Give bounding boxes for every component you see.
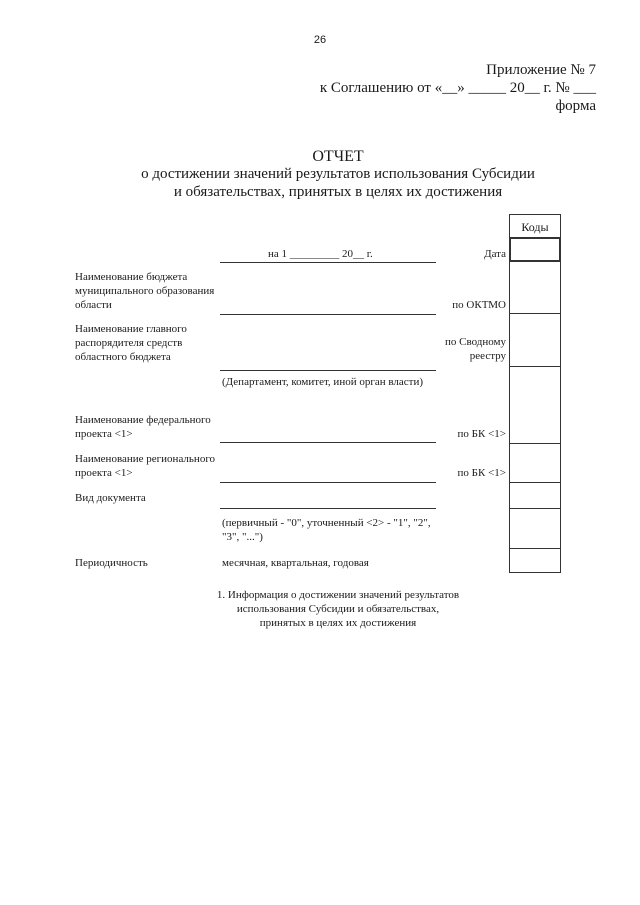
section1-heading-line-2: использования Субсидии и обязательствах, <box>236 603 440 615</box>
annex-title: Приложение № 7 <box>486 62 596 78</box>
federal-project-underline <box>220 442 436 443</box>
federal-project-label: Наименование федерального проекта <1> <box>75 414 211 440</box>
codes-header: Коды <box>521 220 549 234</box>
summary-registry-label-1: по Сводному <box>444 336 506 348</box>
document-type-hint: (первичный - "0", уточненный <2> - "1", "2", "3", "...") <box>222 517 431 543</box>
periodicity-value: месячная, квартальная, годовая <box>222 557 369 569</box>
page-number: 26 <box>313 34 327 46</box>
report-subtitle-line-1: о достижении значений результатов использования Субсидии <box>141 166 535 182</box>
date-underline <box>220 262 436 263</box>
bk-label-regional: по БК <1> <box>457 467 506 479</box>
date-line: на 1 _________ 20__ г. <box>268 248 373 260</box>
budget-name-underline <box>220 314 436 315</box>
report-subtitle-line-2: и обязательствах, принятых в целях их достижения <box>173 184 503 200</box>
code-cell-document-type[interactable] <box>509 482 561 509</box>
code-cell-date[interactable] <box>509 237 561 262</box>
summary-registry-label-2: реестру <box>469 350 506 362</box>
regional-project-underline <box>220 482 436 483</box>
oktmo-label: по ОКТМО <box>452 299 506 311</box>
date-label: Дата <box>484 248 506 260</box>
section1-heading-line-1: 1. Информация о достижении значений результатов <box>216 589 460 601</box>
form-label: форма <box>555 98 596 114</box>
main-manager-underline <box>220 370 436 371</box>
code-cell-bk-regional[interactable] <box>509 443 561 483</box>
section1-heading-line-3: принятых в целях их достижения <box>259 617 417 629</box>
code-cell-bk-federal[interactable] <box>509 366 561 444</box>
code-cell-oktmo[interactable] <box>509 261 561 314</box>
report-title: ОТЧЕТ <box>312 148 364 165</box>
bk-label-federal: по БК <1> <box>457 428 506 440</box>
codes-header-cell <box>509 214 561 238</box>
regional-project-label: Наименование регионального проекта <1> <box>75 453 216 479</box>
periodicity-label: Периодичность <box>75 557 148 569</box>
budget-name-label: Наименование бюджета муниципального образования области <box>75 271 215 311</box>
main-manager-label: Наименование главного распорядителя средств областного бюджета <box>75 323 187 363</box>
code-cell-periodicity[interactable] <box>509 548 561 573</box>
code-cell-summary-registry[interactable] <box>509 313 561 367</box>
agreement-reference: к Соглашению от «__» _____ 20__ г. № ___ <box>319 80 596 96</box>
department-hint: (Департамент, комитет, иной орган власти) <box>222 376 424 388</box>
code-cell-document-type-extra[interactable] <box>509 508 561 549</box>
document-type-underline <box>220 508 436 509</box>
document-type-label: Вид документа <box>75 492 146 504</box>
